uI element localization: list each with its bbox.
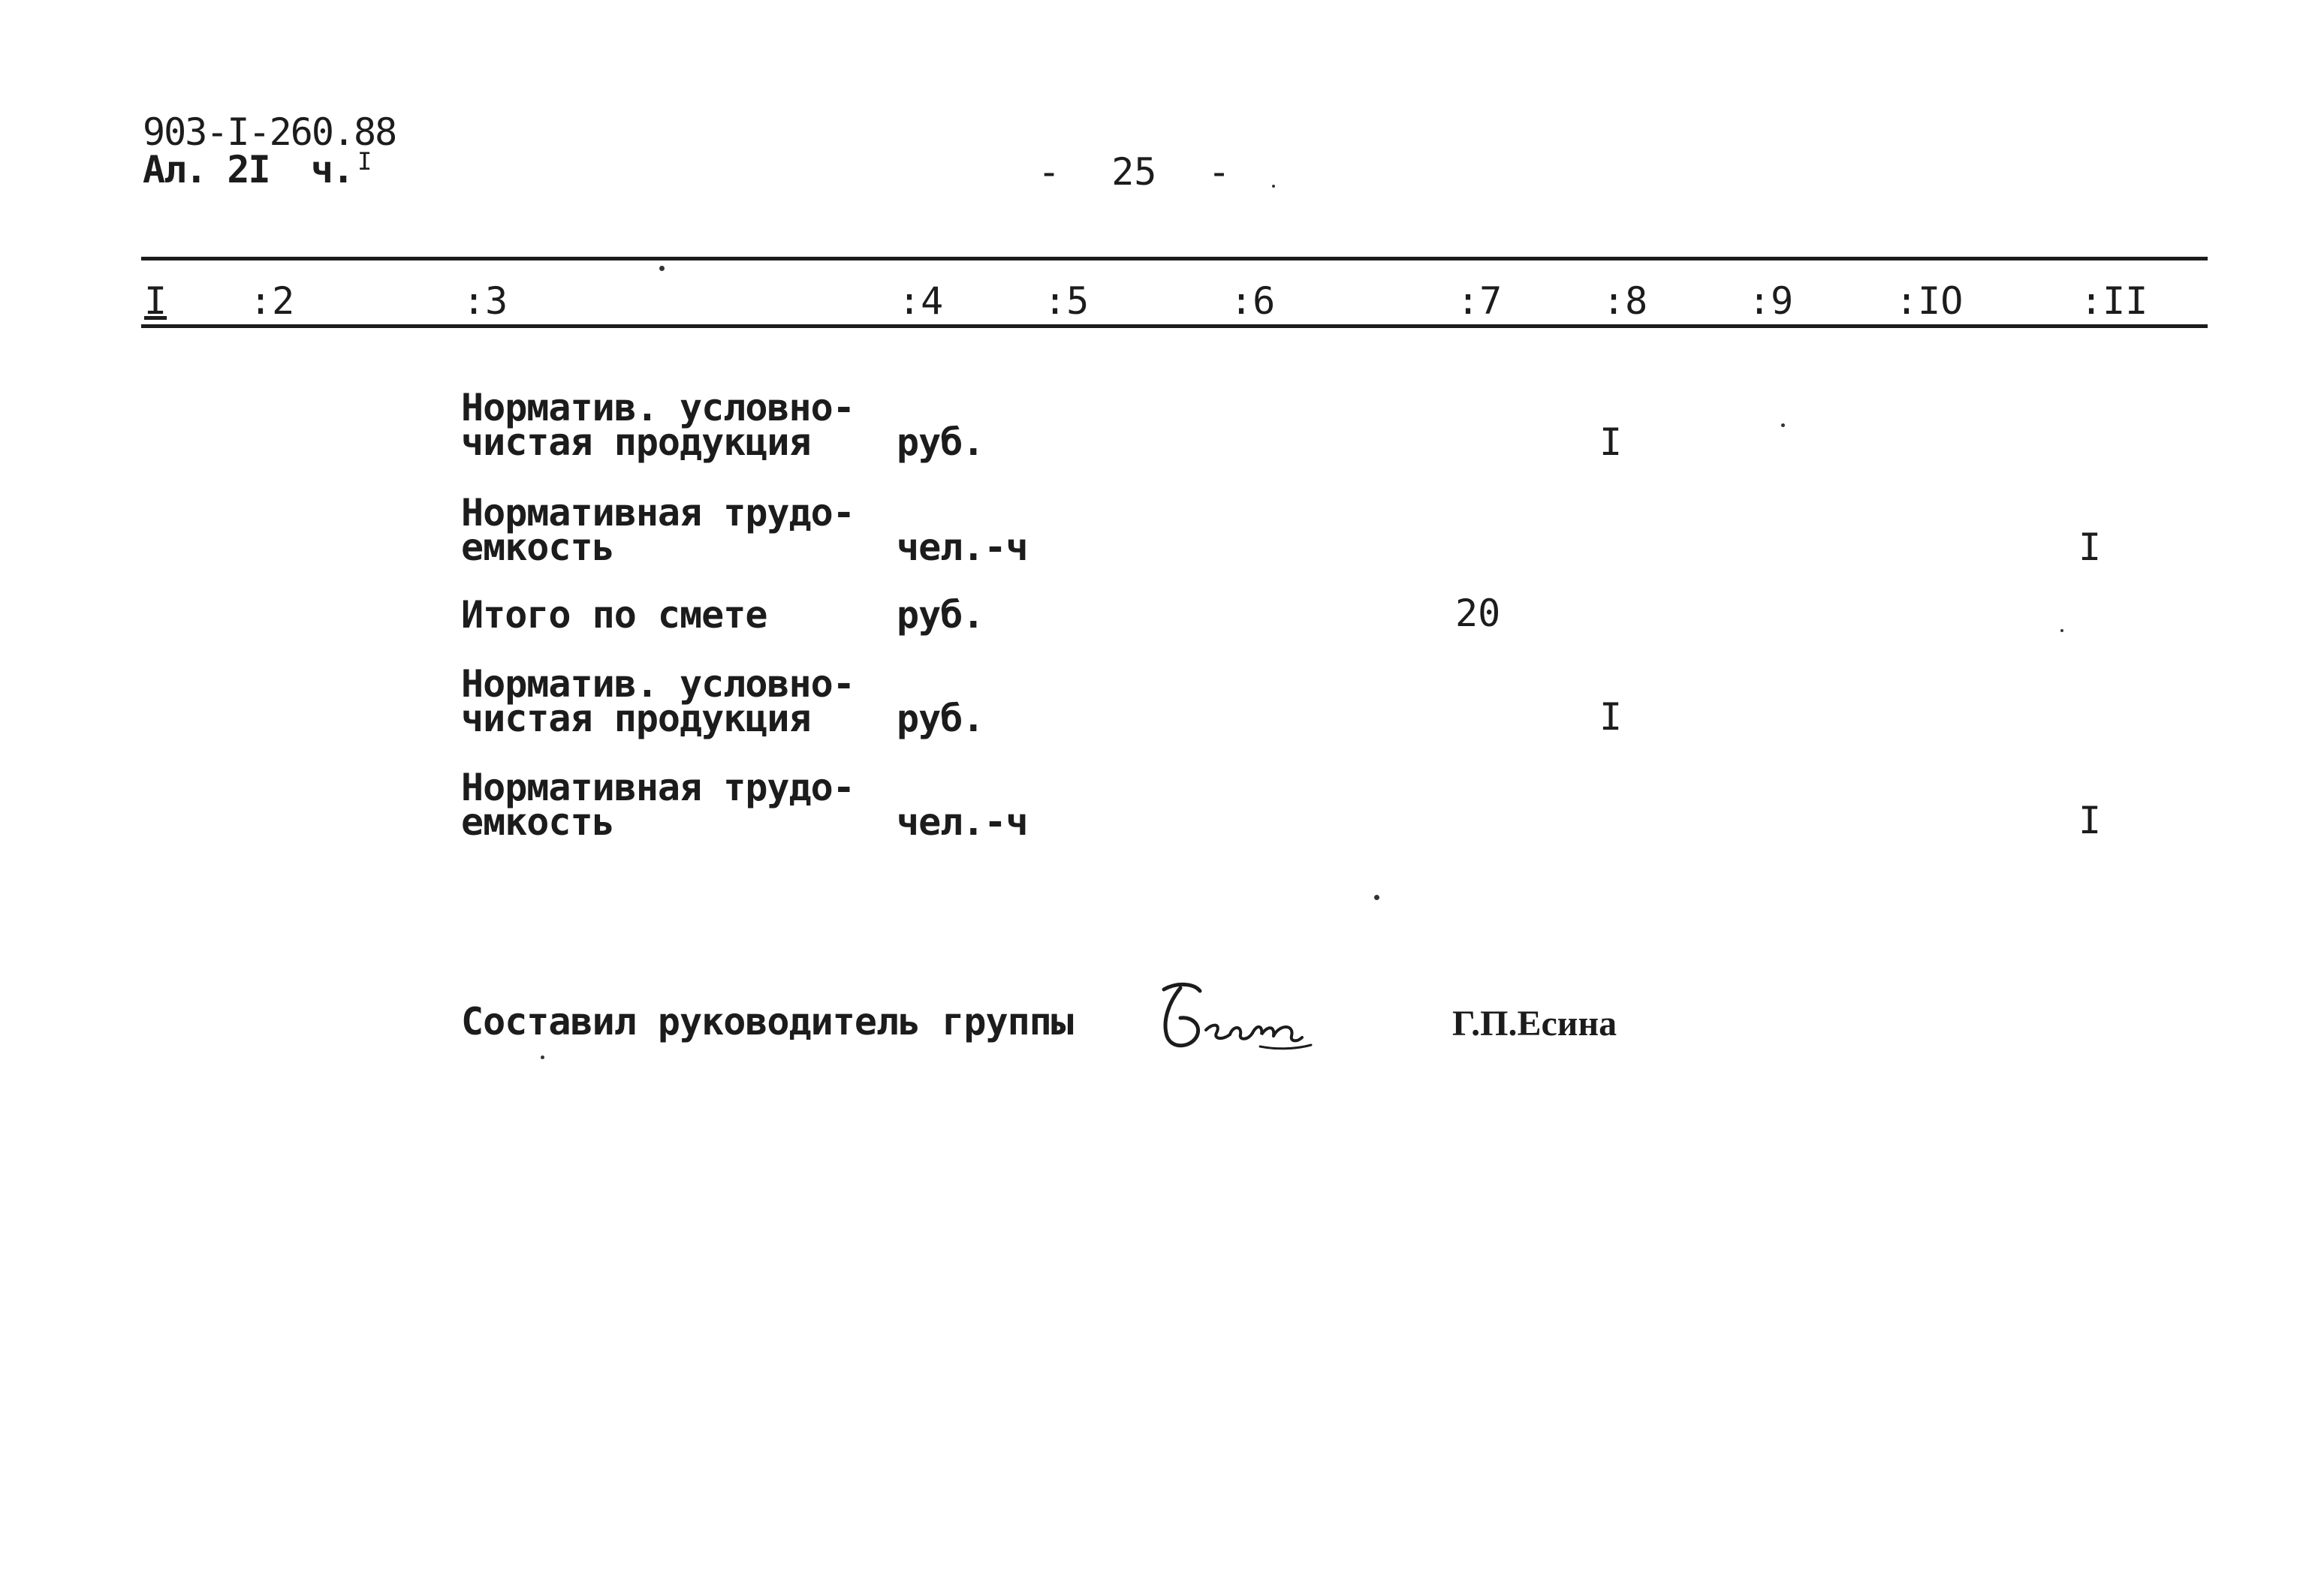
scan-speck [1374,895,1379,900]
page-number: - 25 - [1038,150,1231,194]
column-number: :5 [1044,279,1090,323]
table-top-rule [141,257,2208,260]
table-header-rule [141,324,2208,328]
column-number: :8 [1602,279,1648,323]
row-col8-value: I [1599,695,1623,739]
row-name-line1: Норматив. условно- [461,662,855,706]
scan-speck [1272,185,1275,188]
part-label: ч. [311,148,354,191]
column-number: :2 [249,279,295,323]
column-number: :IO [1895,279,1964,323]
row-name-line1: Нормативная трудо- [461,766,855,809]
row-name-line1: Нормативная трудо- [461,491,855,535]
column-number: :7 [1457,279,1503,323]
sheet-label: Ал. 2I [143,148,270,191]
scan-speck [541,1055,544,1059]
column-number: I [144,279,167,323]
row-unit: руб. [897,420,984,464]
row-unit: руб. [897,593,984,637]
row-col11-value: I [2078,799,2102,842]
row-name: Итого по смете [461,593,767,637]
document-code: 903-I-260.88 [143,110,396,154]
compiled-by-label: Составил руководитель группы [461,1000,1073,1043]
handwritten-signature [1147,976,1328,1058]
row-col11-value: I [2078,525,2102,569]
row-unit: чел.-ч [897,525,1028,569]
part-number: I [357,147,372,176]
signatory-name: Г.П.Есина [1452,1004,1617,1043]
column-number: :6 [1230,279,1276,323]
scan-speck [2060,629,2063,632]
scan-speck [659,266,665,271]
column-number: :3 [463,279,508,323]
row-name-line2: чистая продукция [461,420,811,464]
column-number: :9 [1748,279,1794,323]
signature-icon [1147,976,1328,1058]
row-name-line2: чистая продукция [461,697,811,740]
scan-speck [1781,423,1785,427]
row-col7-value: 20 [1455,592,1501,635]
row-name-line2: емкость [461,525,614,569]
row-name-line1: Норматив. условно- [461,386,855,429]
row-col8-value: I [1599,420,1623,464]
row-unit: руб. [897,697,984,740]
column-number: :II [2080,279,2148,323]
column-number: :4 [898,279,944,323]
row-name-line2: емкость [461,800,614,844]
row-unit: чел.-ч [897,800,1028,844]
